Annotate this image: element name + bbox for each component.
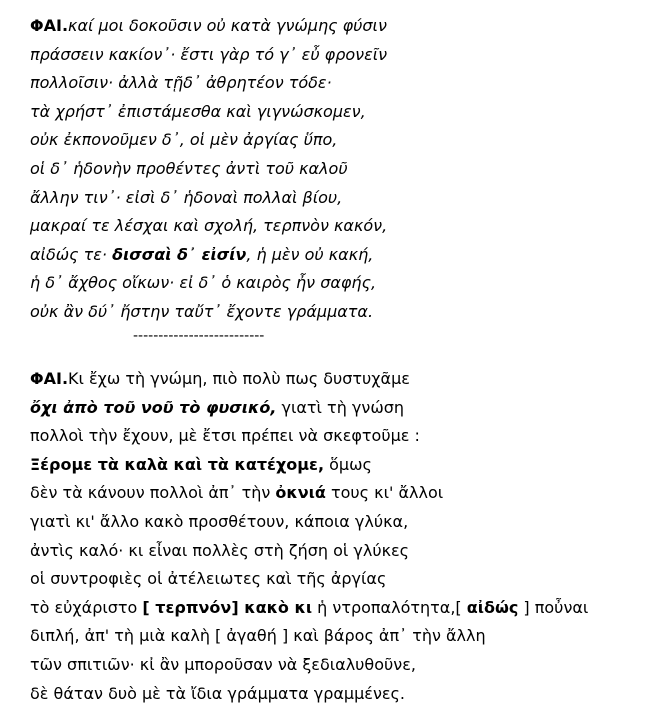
verse-line: οὐκ ἐκπονοῦμεν δ᾽, οἱ μὲν ἀργίας ὕπο,	[30, 130, 338, 150]
verse-line: ἄλλην τιν᾽· εἰσὶ δ᾽ ἡδοναὶ πολλαὶ βίου,	[30, 187, 343, 207]
verse-line: ἡ δ᾽ ἄχθος οἴκων· εἰ δ᾽ ὁ καιρὸς ἦν σαφής,	[30, 273, 377, 293]
bold-phrase: δισσαὶ δ᾽ εἰσίν	[112, 244, 247, 264]
verse-line: γιατὶ κι' ἄλλο κακὸ προσθέτουν, κάποια γλύκα,	[30, 511, 409, 531]
verse-line: τὰ χρήστ᾽ ἐπιστάμεσθα καὶ γιγνώσκομεν,	[30, 101, 366, 121]
bold-phrase: αἰδώς	[466, 597, 519, 617]
verse-line: οὐκ ἂν δύ᾽ ἤστην ταὔτ᾽ ἔχοντε γράμματα.	[30, 301, 374, 321]
verse-line: τῶν σπιτιῶν· κἰ ἂν μποροῦσαν νὰ ξεδιαλυθοῦνε,	[30, 654, 416, 674]
verse-line: ὄχι ἀπὸ τοῦ νοῦ τὸ φυσικό, γιατὶ τὴ γνώση	[30, 397, 404, 417]
verse-line: ΦΑΙ.Κι ἔχω τὴ γνώμη, πιὸ πολὺ πως δυστυχᾶμε	[30, 369, 410, 388]
verse-line: τὸ εὐχάριστο [ τερπνόν] κακὸ κι ἡ ντροπαλότητα,[ αἰδώς ] ποὖναι	[30, 597, 589, 617]
speaker-label: ΦΑΙ.	[30, 16, 69, 35]
verse-line: δὲν τὰ κάνουν πολλοὶ ἀπ᾽ τὴν ὀκνιά τους κι' ἄλλοι	[30, 483, 444, 503]
verse-line: μακραί τε λέσχαι καὶ σχολή, τερπνὸν κακόν,	[30, 216, 388, 236]
speaker-label: ΦΑΙ.	[30, 369, 69, 388]
verse-line: πολλοὶ τὴν ἔχουν, μὲ ἔτσι πρέπει νὰ σκεφτοῦμε :	[30, 426, 420, 446]
verse-line: ΦΑΙ.καί μοι δοκοῦσιν οὐ κατὰ γνώμης φύσιν	[30, 16, 387, 35]
bold-phrase: ὄχι ἀπὸ τοῦ νοῦ τὸ φυσικό,	[30, 397, 277, 417]
verse-line: αἰδώς τε· δισσαὶ δ᾽ εἰσίν, ἡ μὲν οὐ κακή,	[30, 244, 374, 264]
bold-phrase: [ τερπνόν] κακὸ κι	[142, 597, 313, 617]
verse-line: Ξέρομε τὰ καλὰ καὶ τὰ κατέχομε, ὅμως	[30, 454, 372, 474]
verse-line: δὲ θάταν δυὸ μὲ τὰ ἴδια γράμματα γραμμένες.	[30, 683, 405, 703]
ancient-greek-stanza	[30, 12, 387, 327]
verse-line: οἱ συντροφιὲς οἱ ἀτέλειωτες καὶ τῆς ἀργίας	[30, 569, 387, 589]
section-separator: --------------------------	[133, 328, 265, 344]
modern-greek-stanza	[30, 365, 588, 708]
verse-line: πράσσειν κακίον᾽· ἔστι γὰρ τό γ᾽ εὖ φρονεῖν	[30, 44, 388, 64]
bold-phrase: ὀκνιά	[275, 483, 326, 503]
verse-line: πολλοῖσιν· ἀλλὰ τῇδ᾽ ἀθρητέον τόδε·	[30, 73, 332, 93]
verse-line: διπλή, ἀπ' τὴ μιὰ καλὴ [ ἀγαθή ] καὶ βάρος ἀπ᾽ τὴν ἄλλη	[30, 626, 486, 646]
verse-line: οἱ δ᾽ ἡδονὴν προθέντες ἀντὶ τοῦ καλοῦ	[30, 158, 348, 178]
bold-phrase: Ξέρομε τὰ καλὰ καὶ τὰ κατέχομε,	[30, 454, 325, 474]
verse-line: ἀντὶς καλό· κι εἶναι πολλὲς στὴ ζήση οἱ γλύκες	[30, 540, 410, 560]
